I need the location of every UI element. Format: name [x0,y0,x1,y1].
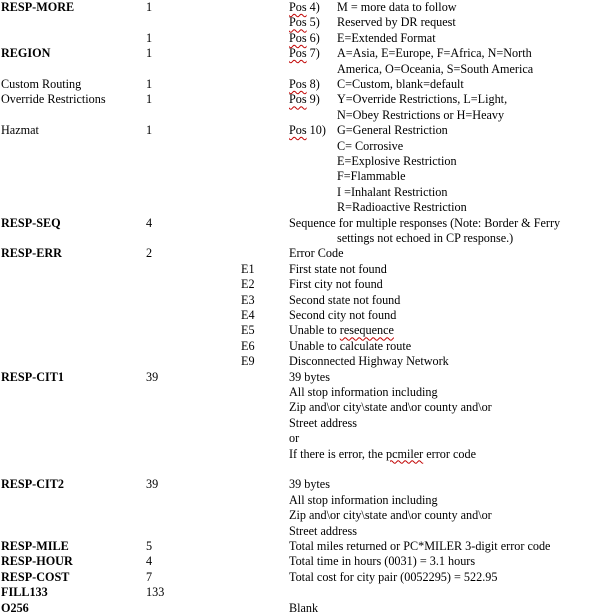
doc-row [0,15,590,30]
field-description: E=Extended Format [337,30,436,45]
error-code: E2 [241,277,255,292]
field-description: Street address [289,415,358,430]
field-description: Second city not found [289,308,397,322]
doc-row [0,462,590,477]
doc-row [0,416,590,431]
field-length: 4 [146,215,153,230]
field-description: Error Code [289,246,344,261]
field-description: Total cost for city pair (0052295) = 522.95 [289,569,498,584]
error-code: E5 [241,323,255,338]
position-word: Pos [289,0,307,14]
doc-row [0,139,590,154]
field-description: C= Corrosive [337,138,404,153]
field-description: 39 bytes [289,477,330,492]
doc-row [0,46,590,61]
position-word: Pos [289,123,307,138]
field-description: America, O=Oceania, S=South America [337,61,534,76]
doc-row [0,323,590,338]
doc-row [0,31,590,46]
field-description: Zip and\or city\state and\or county and\or [289,508,492,523]
position-label [289,0,320,15]
doc-row [0,262,590,277]
field-name: O256 [1,600,29,615]
field-name: Custom Routing [1,77,82,91]
position-label [289,15,320,30]
doc-row [0,169,590,184]
doc-row [0,370,590,385]
position-number: 8) [306,77,320,91]
field-description: G=General Restriction [337,123,448,138]
field-description: Total time in hours (0031) = 3.1 hours [289,554,476,569]
field-name: RESP-HOUR [1,554,73,569]
doc-row [0,493,590,508]
field-description: Unable to resequence [289,323,394,338]
doc-row [0,62,590,77]
doc-row [0,293,590,308]
error-code: E1 [241,261,255,276]
position-word: Pos [289,77,307,91]
error-code: E9 [241,354,255,369]
doc-row [0,0,590,15]
field-length: 1 [146,77,153,91]
position-number: 9) [306,92,320,107]
field-description: Total miles returned or PC*MILER 3-digit error code [289,539,551,553]
doc-row [0,277,590,292]
field-description: C=Custom, blank=default [337,77,464,91]
position-label [289,46,320,61]
field-description: All stop information including [289,385,438,399]
doc-row [0,354,590,369]
doc-row [0,77,590,92]
position-word: Pos [289,92,307,107]
error-code: E6 [241,338,255,353]
field-name: Override Restrictions [1,92,106,107]
field-description: F=Flammable [337,169,406,184]
doc-row [0,231,590,246]
field-name: Hazmat [1,123,39,138]
field-description: N=Obey Restrictions or H=Heavy [337,107,505,122]
position-number: 10) [306,123,326,138]
field-description: Blank [289,600,319,615]
field-description: 39 bytes [289,369,330,384]
field-length: 39 [146,477,159,492]
spellcheck-flag: pcmiler [385,446,424,461]
field-length: 1 [146,123,153,138]
doc-row [0,108,590,123]
field-description: Disconnected Highway Network [289,354,449,369]
field-length: 5 [146,539,153,553]
doc-row [0,123,590,138]
field-description: Reserved by DR request [337,15,456,30]
field-description: Sequence for multiple responses (Note: Border & Ferry [289,215,561,230]
field-length: 1 [146,46,153,61]
position-word: Pos [289,46,307,61]
field-length: 1 [146,30,153,45]
field-description: A=Asia, E=Europe, F=Africa, N=North [337,46,532,61]
field-name: FILL133 [1,585,48,600]
position-label [289,77,320,92]
doc-row [0,154,590,169]
field-description: First city not found [289,277,383,292]
field-name: RESP-ERR [1,246,62,261]
doc-row [0,585,590,600]
field-description: Street address [289,523,358,538]
doc-row [0,539,590,554]
error-code: E3 [241,292,255,307]
doc-row [0,477,590,492]
doc-row [0,185,590,200]
position-number: 5) [306,15,320,30]
field-description: Zip and\or city\state and\or county and\or [289,400,492,415]
field-description: E=Explosive Restriction [337,154,457,168]
doc-row [0,246,590,261]
field-length: 133 [146,585,165,600]
field-description: Y=Override Restrictions, L=Light, [337,92,508,107]
field-name: RESP-CIT2 [1,477,64,492]
doc-row [0,339,590,354]
field-name: RESP-CIT1 [1,369,64,384]
position-number: 4) [306,0,320,14]
field-name: RESP-MORE [1,0,75,14]
field-description: M = more data to follow [337,0,457,14]
field-name: RESP-SEQ [1,215,61,230]
field-name: REGION [1,46,51,61]
doc-row [0,216,590,231]
position-label [289,123,326,138]
field-description: If there is error, the pcmiler error code [289,446,476,461]
field-description: or [289,431,300,446]
position-word: Pos [289,30,307,45]
field-length: 2 [146,246,153,261]
doc-row [0,400,590,415]
field-description: Second state not found [289,292,401,307]
field-description: I =Inhalant Restriction [337,184,448,199]
position-number: 7) [306,46,320,61]
field-length: 39 [146,369,159,384]
doc-row [0,200,590,215]
field-length: 1 [146,92,153,107]
field-description: Unable to calculate route [289,338,412,353]
field-length: 4 [146,554,153,569]
field-description: All stop information including [289,492,438,507]
doc-row [0,554,590,569]
doc-row [0,508,590,523]
field-length: 7 [146,569,153,584]
position-label [289,31,320,46]
doc-row [0,385,590,400]
doc-row [0,308,590,323]
error-code: E4 [241,308,255,322]
doc-row [0,447,590,462]
doc-row [0,524,590,539]
field-description: First state not found [289,261,387,276]
field-name: RESP-MILE [1,539,69,553]
field-description: settings not echoed in CP response.) [337,231,514,245]
field-length: 1 [146,0,153,14]
position-word: Pos [289,15,307,30]
field-name: RESP-COST [1,569,70,584]
doc-row [0,570,590,585]
position-label [289,92,320,107]
spellcheck-flag: resequence [339,323,394,338]
field-description: R=Radioactive Restriction [337,200,467,215]
position-number: 6) [306,30,320,45]
doc-row [0,92,590,107]
doc-row [0,431,590,446]
